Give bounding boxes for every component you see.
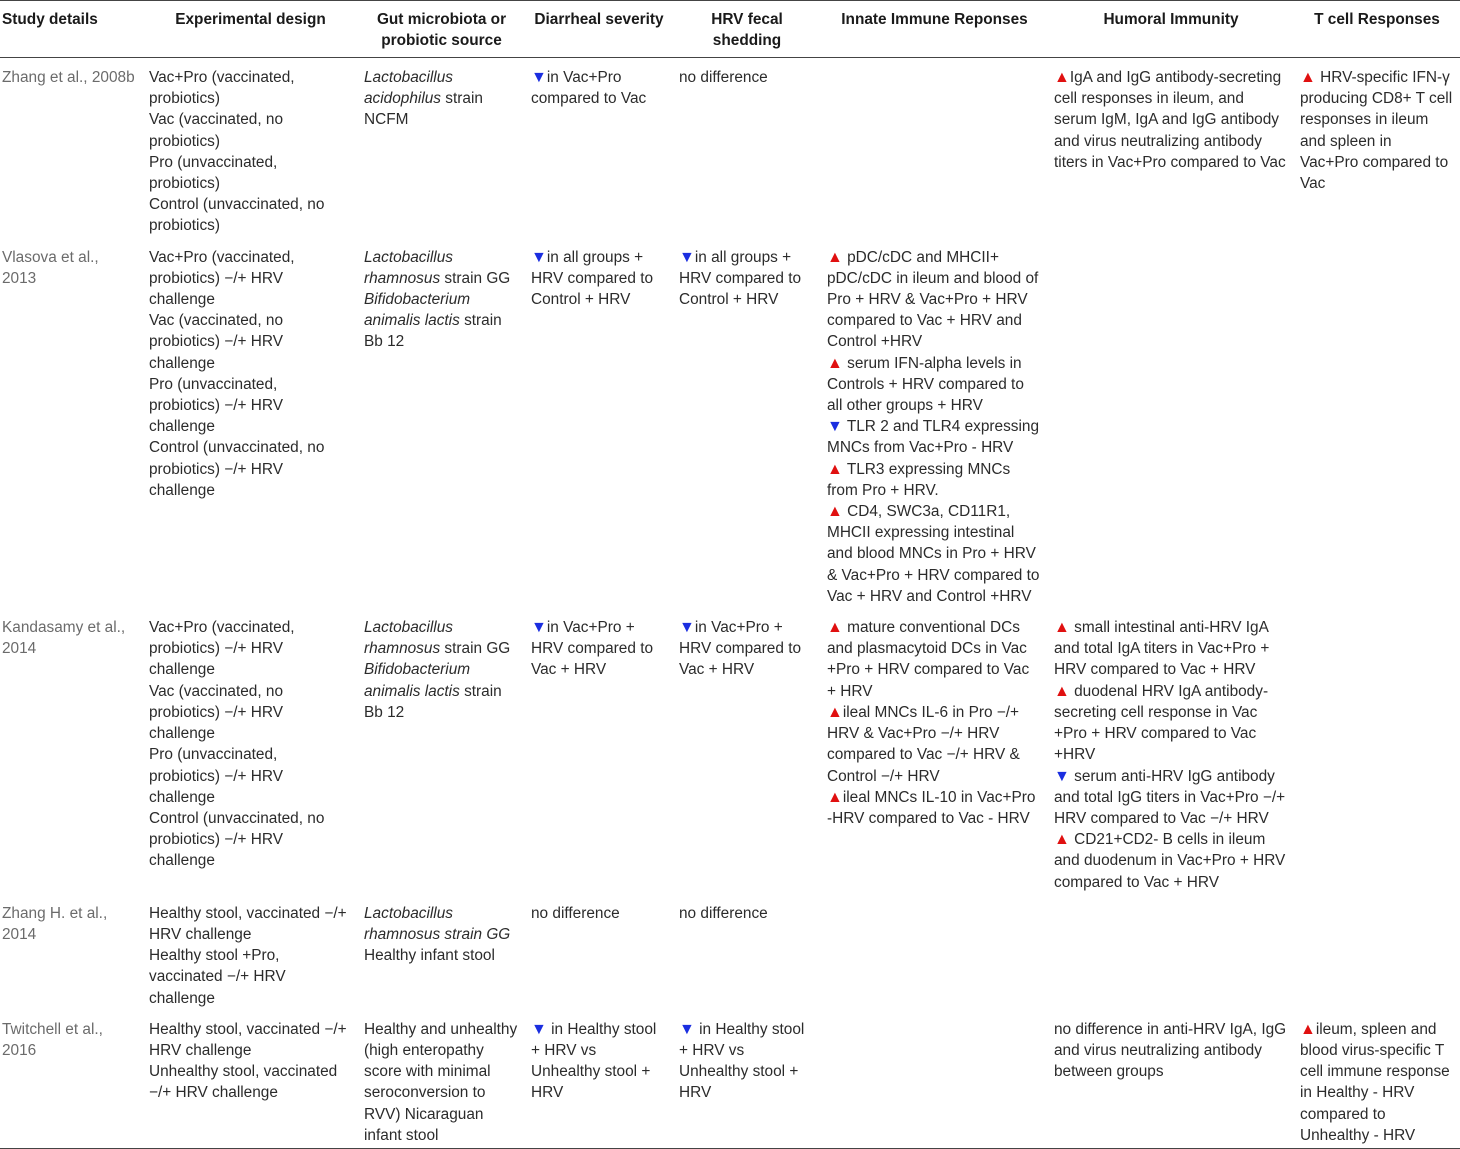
innate-entry-text: serum IFN-alpha levels in Controls + HRV compared to all other groups + HRV (827, 354, 1024, 415)
humoral-entry-text: serum anti-HRV IgG antibody and total IgG titers in Vac+Pro −/+ HRV compared to Vac −/+ HRV (1054, 767, 1286, 827)
design-line: Vac+Pro (vaccinated, probiotics) −/+ HRV challenge (149, 619, 295, 679)
innate-entry (827, 501, 1042, 607)
header-row (0, 1, 1460, 58)
diarrhea-entry (531, 617, 667, 681)
diarrhea-entry-text: in Vac+Pro compared to Vac (531, 69, 647, 108)
shedding-entry (679, 617, 815, 681)
design-line: Pro (unvaccinated, probiotics) −/+ HRV challenge (149, 375, 284, 436)
design-line: Healthy stool, vaccinated −/+ HRV challenge (149, 904, 347, 943)
design-line: Unhealthy stool, vaccinated −/+ HRV challenge (149, 1063, 338, 1102)
decrease-triangle-icon: ▼ (531, 248, 547, 266)
diarrhea-cell (525, 58, 673, 238)
decrease-triangle-icon: ▼ (531, 1020, 547, 1038)
innate-entry (827, 353, 1042, 417)
source-segment: strain NCFM (364, 90, 483, 129)
increase-triangle-icon: ▲ (827, 788, 843, 806)
header-humoral-immunity: Humoral Immunity (1048, 1, 1294, 58)
humoral-entry-text: IgA and IgG antibody-secreting cell responses in ileum, and serum IgM, IgA and IgG antibody and virus neutralizing antibody titers in Vac+Pro compared to Vac (1054, 69, 1286, 171)
innate-entry-text: ileal MNCs IL-6 in Pro −/+ HRV & Vac+Pro −/+ HRV compared to Vac −/+ HRV & Control −/+ HRV (827, 703, 1020, 785)
header-t-cell-responses: T cell Responses (1294, 1, 1460, 58)
innate-entry-text: TLR3 expressing MNCs from Pro + HRV. (827, 460, 1011, 499)
source-segment: Lactobacillus rhamnosus (364, 619, 453, 658)
humoral-entry (1054, 766, 1288, 830)
diarrhea-cell (525, 608, 673, 894)
source-segment: Lactobacillus rhamnosus strain GG (364, 904, 511, 943)
tcell-cell (1294, 238, 1460, 608)
header-microbiota-source: Gut microbiota or probiotic source (358, 1, 525, 58)
shedding-entry (679, 1019, 815, 1104)
source-segment: Healthy infant stool (364, 947, 495, 965)
diarrhea-entry-text: no difference (531, 904, 620, 922)
header-hrv-fecal-shedding: HRV fecal shedding (673, 1, 821, 58)
tcell-entry (1300, 67, 1454, 194)
decrease-triangle-icon: ▼ (1054, 767, 1070, 785)
humoral-cell (1048, 608, 1294, 894)
source-cell (358, 238, 525, 608)
diarrhea-entry-text: in Healthy stool + HRV vs Unhealthy stool + HRV (531, 1020, 657, 1102)
design-line: Healthy stool +Pro, vaccinated −/+ HRV challenge (149, 947, 286, 1007)
humoral-entry (1054, 617, 1288, 681)
study-cell: Kandasamy et al., 2014 (2, 619, 126, 658)
shedding-entry-text: in Healthy stool + HRV vs Unhealthy stool + HRV (679, 1020, 805, 1102)
increase-triangle-icon: ▲ (1054, 682, 1070, 700)
design-line: Control (unvaccinated, no probiotics) −/+ HRV challenge (149, 809, 325, 870)
diarrhea-entry (531, 1019, 667, 1104)
diarrhea-entry (531, 247, 667, 311)
humoral-entry-text: duodenal HRV IgA antibody-secreting cell response in Vac +Pro + HRV compared to Vac +HRV (1054, 682, 1269, 764)
innate-entry (827, 617, 1042, 702)
tcell-entry-text: HRV-specific IFN-γ producing CD8+ T cell responses in ileum and spleen in Vac+Pro compared to Vac (1300, 69, 1453, 193)
source-segment: Bifidobacterium animalis lactis (364, 291, 471, 330)
diarrhea-entry (531, 67, 667, 109)
header-innate-immune: Innate Immune Reponses (821, 1, 1048, 58)
innate-entry (827, 247, 1042, 353)
increase-triangle-icon: ▲ (827, 354, 843, 372)
study-cell: Vlasova et al., 2013 (2, 248, 99, 287)
innate-entry-text: pDC/cDC and MHCII+ pDC/cDC in ileum and blood of Pro + HRV & Vac+Pro + HRV compared to Vac + HRV and Control +HRV (827, 248, 1039, 351)
increase-triangle-icon: ▲ (827, 703, 843, 721)
design-cell (143, 238, 358, 608)
tcell-cell (1294, 1010, 1460, 1149)
design-line: Control (unvaccinated, no probiotics) −/+ HRV challenge (149, 439, 325, 499)
innate-entry-text: TLR 2 and TLR4 expressing MNCs from Vac+Pro - HRV (827, 418, 1040, 457)
design-cell (143, 1010, 358, 1149)
shedding-entry-text: in Vac+Pro + HRV compared to Vac + HRV (679, 619, 802, 679)
shedding-entry-text: no difference (679, 69, 768, 86)
humoral-cell (1048, 58, 1294, 238)
decrease-triangle-icon: ▼ (531, 69, 547, 86)
source-segment: Lactobacillus acidophilus (364, 69, 453, 108)
diarrhea-entry-text: in all groups + HRV compared to Control + HRV (531, 248, 654, 309)
shedding-entry-text: in all groups + HRV compared to Control + HRV (679, 248, 802, 309)
humoral-cell (1048, 1010, 1294, 1149)
design-line: Control (unvaccinated, no probiotics) (149, 196, 325, 235)
shedding-cell (673, 608, 821, 894)
design-line: Vac (vaccinated, no probiotics) −/+ HRV challenge (149, 682, 284, 743)
shedding-cell (673, 238, 821, 608)
increase-triangle-icon: ▲ (827, 503, 843, 521)
innate-entry (827, 459, 1042, 501)
source-cell (358, 58, 525, 238)
humoral-entry-text: no difference in anti-HRV IgA, IgG and virus neutralizing antibody between groups (1054, 1020, 1287, 1081)
tcell-cell (1294, 58, 1460, 238)
source-segment: Lactobacillus rhamnosus (364, 248, 453, 287)
innate-entry-text: mature conventional DCs and plasmacytoid DCs in Vac +Pro + HRV compared to Vac + HRV (827, 619, 1030, 700)
diarrhea-cell (525, 894, 673, 1010)
decrease-triangle-icon: ▼ (531, 619, 547, 637)
increase-triangle-icon: ▲ (1054, 619, 1070, 637)
increase-triangle-icon: ▲ (1054, 69, 1070, 86)
header-experimental-design: Experimental design (143, 1, 358, 58)
innate-entry-text: ileal MNCs IL-10 in Vac+Pro -HRV compared to Vac - HRV (827, 788, 1036, 827)
source-segment: strain GG (440, 640, 511, 658)
innate-cell (821, 58, 1048, 238)
diarrhea-entry (531, 903, 667, 924)
increase-triangle-icon: ▲ (827, 248, 843, 266)
source-segment: strain GG (440, 269, 511, 287)
humoral-cell (1048, 894, 1294, 1010)
table-row (0, 608, 1460, 894)
innate-cell (821, 1010, 1048, 1149)
increase-triangle-icon: ▲ (827, 460, 843, 478)
shedding-entry-text: no difference (679, 904, 768, 922)
study-cell: Zhang et al., 2008b (2, 69, 135, 86)
table-row (0, 1010, 1460, 1149)
humoral-entry (1054, 681, 1288, 766)
tcell-entry-text: ileum, spleen and blood virus-specific T cell immune response in Healthy - HRV compared to Unhealthy - HRV (1300, 1020, 1450, 1144)
tcell-cell (1294, 608, 1460, 894)
diarrhea-cell (525, 1010, 673, 1149)
diarrhea-entry-text: in Vac+Pro + HRV compared to Vac + HRV (531, 619, 654, 679)
source-segment: Healthy and unhealthy (high enteropathy score with minimal seroconversion to RVV) Nicaraguan infant stool (364, 1020, 518, 1144)
decrease-triangle-icon: ▼ (679, 1020, 695, 1038)
header-diarrheal-severity: Diarrheal severity (525, 1, 673, 58)
humoral-cell (1048, 238, 1294, 608)
study-cell: Zhang H. et al., 2014 (2, 904, 108, 943)
source-cell (358, 608, 525, 894)
tcell-entry (1300, 1019, 1454, 1146)
increase-triangle-icon: ▲ (1300, 1020, 1316, 1038)
decrease-triangle-icon: ▼ (679, 248, 695, 266)
humoral-entry (1054, 1019, 1288, 1083)
increase-triangle-icon: ▲ (827, 619, 843, 637)
shedding-entry (679, 247, 815, 311)
humoral-entry (1054, 829, 1288, 893)
header-study-details: Study details (0, 1, 143, 58)
source-segment: strain Bb 12 (364, 682, 502, 721)
increase-triangle-icon: ▲ (1300, 69, 1316, 86)
decrease-triangle-icon: ▼ (679, 619, 695, 637)
design-line: Pro (unvaccinated, probiotics) (149, 153, 278, 193)
innate-cell (821, 238, 1048, 608)
design-cell (143, 58, 358, 238)
innate-entry-text: CD4, SWC3a, CD11R1, MHCII expressing intestinal and blood MNCs in Pro + HRV & Vac+Pro + HRV compared to Vac + HRV and Control +HRV (827, 503, 1040, 605)
source-cell (358, 1010, 525, 1149)
design-line: Vac+Pro (vaccinated, probiotics) (149, 69, 295, 108)
humoral-entry (1054, 67, 1288, 173)
shedding-entry (679, 903, 815, 924)
innate-entry (827, 702, 1042, 787)
design-cell (143, 894, 358, 1010)
innate-entry (827, 416, 1042, 458)
tcell-cell (1294, 894, 1460, 1010)
table-row (0, 238, 1460, 608)
humoral-entry-text: CD21+CD2- B cells in ileum and duodenum in Vac+Pro + HRV compared to Vac + HRV (1054, 831, 1286, 891)
design-line: Vac (vaccinated, no probiotics) −/+ HRV challenge (149, 312, 284, 372)
decrease-triangle-icon: ▼ (827, 418, 843, 436)
design-line: Vac+Pro (vaccinated, probiotics) −/+ HRV challenge (149, 248, 295, 309)
source-cell (358, 894, 525, 1010)
table-row (0, 58, 1460, 238)
design-line: Vac (vaccinated, no probiotics) (149, 111, 284, 150)
study-cell: Twitchell et al., 2016 (0, 1010, 143, 1149)
innate-cell (821, 894, 1048, 1010)
humoral-entry-text: small intestinal anti-HRV IgA and total IgA titers in Vac+Pro + HRV compared to Vac + HRV (1054, 619, 1270, 679)
source-segment: Bifidobacterium animalis lactis (364, 661, 471, 700)
shedding-entry (679, 67, 815, 88)
innate-entry (827, 787, 1042, 829)
design-line: Healthy stool, vaccinated −/+ HRV challenge (149, 1020, 347, 1059)
increase-triangle-icon: ▲ (1054, 831, 1070, 849)
innate-cell (821, 608, 1048, 894)
table-row (0, 894, 1460, 1010)
diarrhea-cell (525, 238, 673, 608)
design-cell (143, 608, 358, 894)
source-segment: strain Bb 12 (364, 312, 502, 351)
shedding-cell (673, 1010, 821, 1149)
design-line: Pro (unvaccinated, probiotics) −/+ HRV challenge (149, 746, 284, 806)
shedding-cell (673, 894, 821, 1010)
shedding-cell (673, 58, 821, 238)
